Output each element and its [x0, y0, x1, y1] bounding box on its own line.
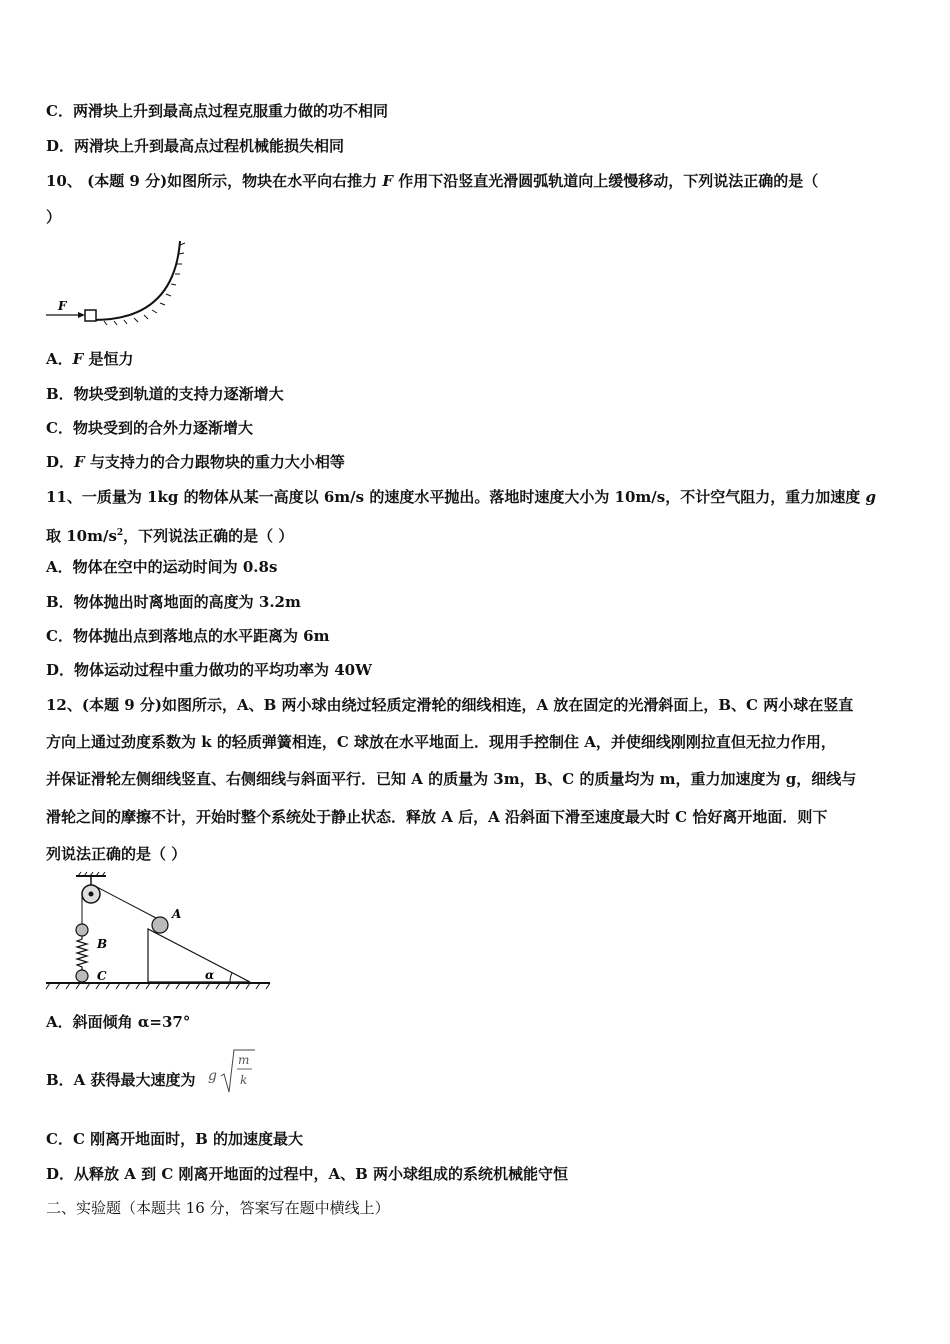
q11-option-d: D．物体运动过程中重力做功的平均功率为 40W [46, 661, 372, 679]
q11-option-c: C．物体抛出点到落地点的水平距离为 6m [46, 627, 330, 645]
q10-figure [44, 236, 194, 331]
q12-stem-line2: 方向上通过劲度系数为 k 的轻质弹簧相连，C 球放在水平地面上．现用手控制住 A，并使细线刚刚拉直但无拉力作用， [46, 733, 836, 751]
q10-option-a-var: F [72, 350, 84, 368]
q10-option-d-var: F [74, 453, 85, 471]
q11-stem-sup: 2 [116, 528, 124, 538]
q12-label-alpha: α [205, 968, 215, 982]
q10-stem-close: ） [46, 208, 62, 226]
q12-stem-line4: 滑轮之间的摩擦不计，开始时整个系统处于静止状态．释放 A 后，A 沿斜面下滑至速度最大时 C 恰好离开地面．则下 [46, 808, 828, 826]
q10-force-label: F [58, 299, 67, 313]
q10-option-d-prefix: D． [46, 453, 75, 471]
q12-figure [44, 872, 276, 997]
section-2-title: 二、实验题（本题共 16 分，答案写在题中横线上） [46, 1199, 390, 1217]
q10-block [85, 310, 96, 321]
q12-ball-a [152, 917, 168, 933]
q10-force-arrowhead [78, 312, 85, 318]
q12-option-b-prefix: B．A 获得最大速度为 [46, 1071, 196, 1089]
q10-stem [46, 171, 818, 191]
q10-arc-hatching [104, 243, 185, 325]
q12-label-b: B [97, 937, 108, 951]
q9-option-c: C．两滑块上升到最高点过程克服重力做的功不相同 [46, 102, 388, 120]
q12-stem-line3: 并保证滑轮左侧细线竖直、右侧细线与斜面平行．已知 A 的质量为 3m，B、C 的质量均为 m，重力加速度为 g，细线与 [46, 770, 857, 788]
q12-option-c: C．C 刚离开地面时，B 的加速度最大 [46, 1130, 304, 1148]
q11-stem-text-a: 11、一质量为 1kg 的物体从某一高度以 6m/s 的速度水平抛出。落地时速度大小为 10m/s，不计空气阻力，重力加速度 [46, 488, 866, 506]
q10-option-a-rest: 是恒力 [83, 350, 134, 368]
q12-option-d: D．从释放 A 到 C 刚离开地面的过程中，A、B 两小球组成的系统机械能守恒 [46, 1165, 569, 1183]
q10-stem-text-b: 作用下沿竖直光滑圆弧轨道向上缓慢移动，下列说法正确的是（ [393, 172, 819, 190]
q12-ball-c [76, 970, 88, 982]
q10-option-d [46, 452, 345, 472]
q9-option-d: D．两滑块上升到最高点过程机械能损失相同 [46, 137, 345, 155]
q12-spring [77, 936, 87, 970]
q11-option-b: B．物体抛出时离地面的高度为 3.2m [46, 593, 301, 611]
q12-incline [148, 929, 250, 982]
q12-stem-line5: 列说法正确的是（ ） [46, 845, 187, 863]
q12-option-b-formula [207, 1046, 257, 1098]
q10-option-c: C．物块受到的合外力逐渐增大 [46, 419, 253, 437]
q12-ball-b [76, 924, 88, 936]
q12-option-b-g: g [208, 1068, 217, 1084]
q10-option-a-prefix: A． [46, 350, 73, 368]
q10-option-d-rest: 与支持力的合力跟物块的重力大小相等 [84, 453, 345, 471]
q11-stem-text-b1: 取 10m/s [46, 527, 117, 545]
q12-option-b [46, 1070, 196, 1090]
q11-stem-line2 [46, 523, 293, 546]
q12-option-a: A．斜面倾角 α=37° [46, 1013, 191, 1031]
q12-option-b-num: m [238, 1053, 250, 1067]
q12-option-b-den: k [240, 1073, 248, 1087]
q12-stem-line1: 12、(本题 9 分)如图所示，A、B 两小球由绕过轻质定滑轮的细线相连，A 放在固定的光滑斜面上，B、C 两小球在竖直 [46, 696, 854, 714]
q10-option-a [46, 349, 134, 369]
q11-stem-line1 [46, 487, 876, 507]
q10-stem-force-var: F [382, 172, 394, 190]
q10-arc-track [94, 241, 180, 320]
q10-stem-text-a: 10、 (本题 9 分)如图所示，物块在水平向右推力 [46, 172, 383, 190]
q11-option-a: A．物体在空中的运动时间为 0.8s [46, 558, 278, 576]
q11-stem-text-b2: ，下列说法正确的是（ ） [123, 527, 294, 545]
q12-label-c: C [97, 969, 107, 983]
q12-label-a: A [172, 907, 182, 921]
q11-stem-g: g [865, 488, 876, 506]
q10-option-b: B．物块受到轨道的支持力逐渐增大 [46, 385, 284, 403]
